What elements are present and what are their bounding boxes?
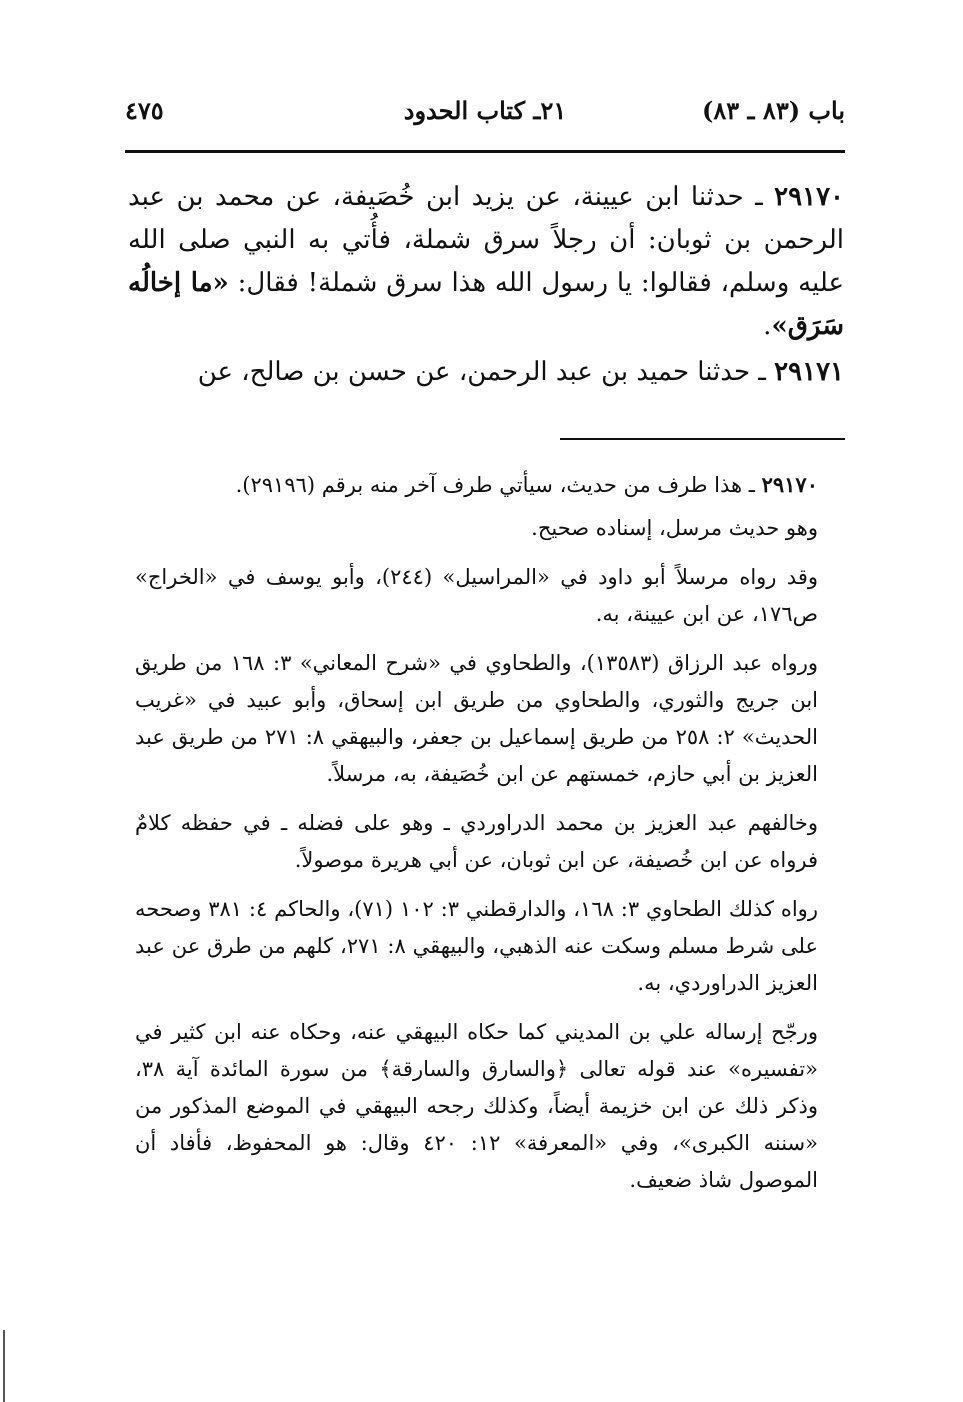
footnote-paragraph: وقد رواه مرسلاً أبو داود في «المراسيل» (٢٤٤)، وأبو يوسف في «الخراج» ص١٧٦، عن ابن عيينة، به.	[135, 565, 819, 626]
footnote-paragraph: ورواه عبد الرزاق (١٣٥٨٣)، والطحاوي في «شرح المعاني» ٣: ١٦٨ من طريق ابن جريج والثوري، والطحاوي من طريق ابن إسحاق، وأبو عبيد في «غريب الحديث» ٢: ٢٥٨ من طريق إسماعيل بن جعفر، والبيهقي ٨: ٢٧١ من طريق عبد العزيز بن أبي حازم، خمستهم عن ابن خُصَيفة، به، مرسلاً.	[135, 651, 818, 786]
footnote-paragraph: رواه كذلك الطحاوي ٣: ١٦٨، والدارقطني ٣: ١٠٢ (٧١)، والحاكم ٤: ٣٨١ وصححه على شرط مسلم وسكت عنه الذهبي، والبيهقي ٨: ٢٧١، كلهم من طرق عن عبد العزيز الدراوردي، به.	[135, 897, 818, 995]
header-rule	[125, 150, 845, 153]
hadith-29171	[128, 351, 844, 394]
footnote-paragraph: وهو حديث مرسل، إسناده صحيح.	[531, 516, 818, 540]
hadith-text: ـ حدثنا ابن عيينة، عن يزيد ابن خُصَيفة، عن محمد بن عبد الرحمن بن ثوبان: أن رجلاً سرق شملة، فأُتي به النبي صلى الله عليه وسلم، فقالوا: يا رسول الله هذا سرق شملة! فقال:	[128, 182, 844, 298]
footnote-paragraph: وخالفهم عبد العزيز بن محمد الدراوردي ـ وهو على فضله ـ في حفظه كلامٌ فرواه عن ابن خُصيفة، عن ابن ثوبان، عن أبي هريرة موصولاً.	[135, 811, 818, 872]
hadith-number: ٢٩١٧١	[774, 357, 844, 387]
hadith-29170	[128, 176, 844, 348]
footnote-first	[135, 466, 844, 504]
book-title: ٢١ـ كتاب الحدود	[403, 96, 567, 125]
footnote-separator	[560, 438, 845, 440]
footnote-paragraph: ورجّح إرساله علي بن المديني كما حكاه البيهقي عنه، وحكاه عنه ابن كثير في «تفسيره» عند قوله تعالى ﴿والسارق والسارقة﴾ من سورة المائدة آية ٣٨، وذكر ذلك عن ابن خزيمة أيضاً، وكذلك رجحه البيهقي في الموضع المذكور من «سننه الكبرى»، وفي «المعرفة» ١٢: ٤٢٠ وقال: هو المحفوظ، فأفاد أن الموصول شاذ ضعيف.	[135, 1020, 818, 1192]
hadith-text-end: .	[763, 311, 772, 341]
hadith-text: ـ حدثنا حميد بن عبد الرحمن، عن حسن بن صالح، عن	[197, 357, 775, 387]
hadith-quote: «ما إخالُه سَرَق»	[128, 268, 844, 341]
footnote-text: ـ هذا طرف من حديث، سيأتي طرف آخر منه برقم (٢٩١٩٦).	[235, 473, 762, 497]
footnotes	[135, 466, 844, 1211]
chapter-heading: باب (٨٣ ـ ٨٣)	[702, 96, 845, 125]
scan-edge-mark	[3, 1330, 5, 1402]
footnote-ref-number: ٢٩١٧٠	[761, 472, 818, 497]
page-number: ٤٧٥	[125, 96, 164, 125]
hadith-number: ٢٩١٧٠	[774, 182, 844, 212]
page-header	[125, 96, 845, 144]
